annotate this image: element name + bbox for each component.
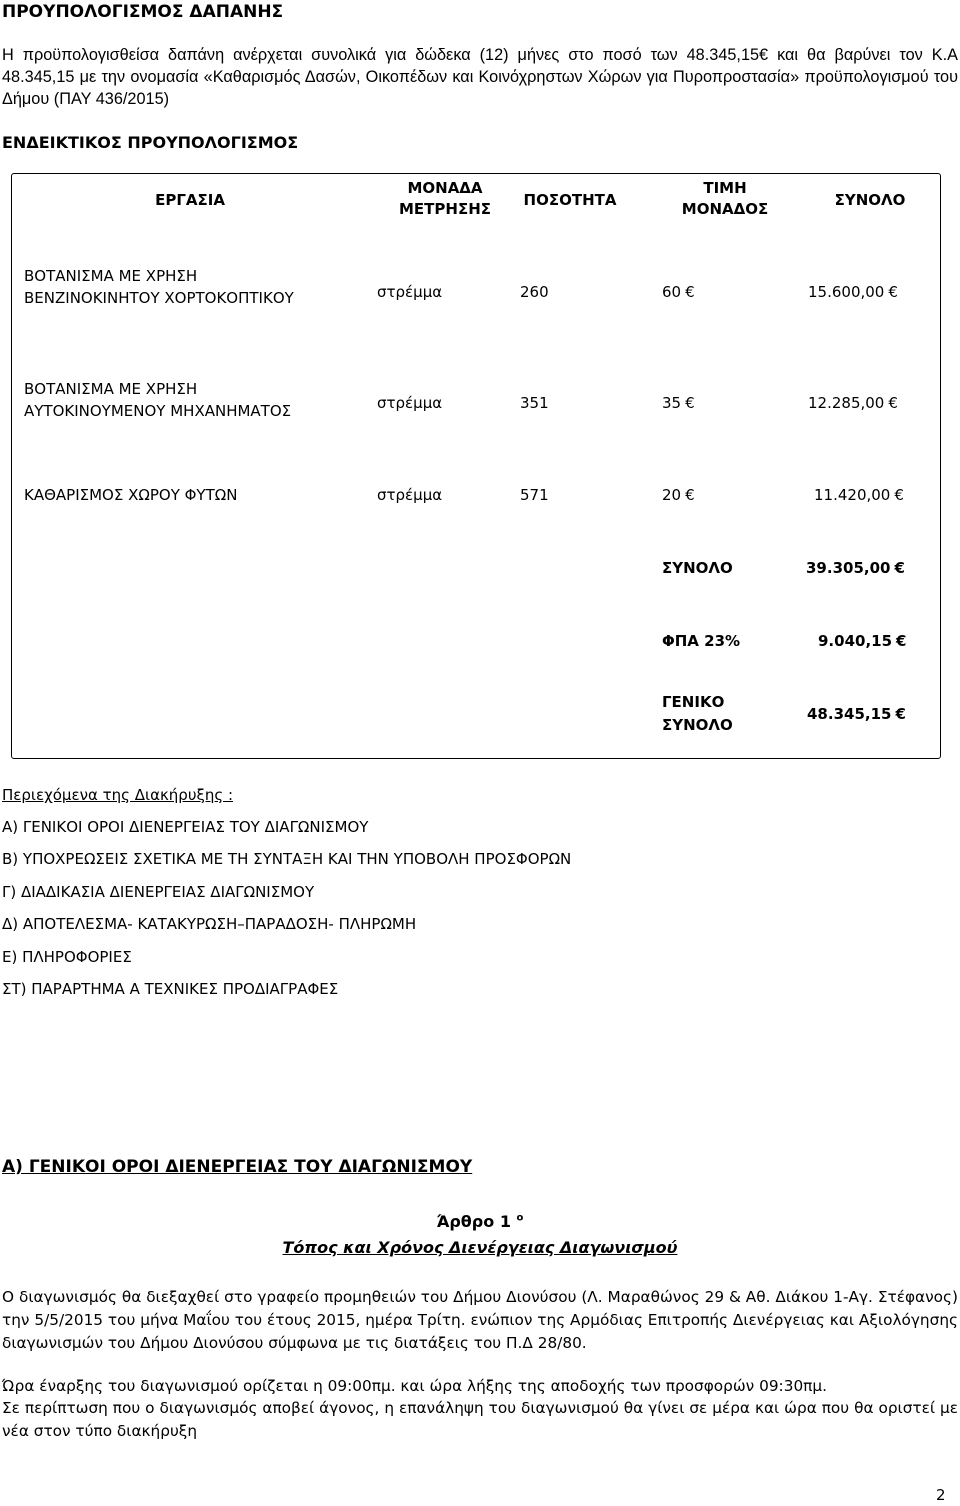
table-frame (11, 173, 941, 759)
row-2-task-line2: ΑΥΤΟΚΙΝΟΥΜΕΝΟΥ ΜΗΧΑΝΗΜΑΤΟΣ (24, 402, 292, 420)
intro-paragraph: Η προϋπολογισθείσα δαπάνη ανέρχεται συνολικά για δώδεκα (12) μήνες στο ποσό των 48.345,15€ και θα βαρύνει τον Κ.Α 48.345,15 με την ονομασία «Καθαρισμός Δασών, Οικοπέδων και Κοινόχρηστων Χώρων για Πυροπροστασία» προϋπολογισμού του Δήμου (ΠΑΥ 436/2015) (2, 46, 958, 108)
header-price-line1: ΤΙΜΗ (703, 179, 747, 197)
row-1-task-line2: ΒΕΝΖΙΝΟΚΙΝΗΤΟΥ ΧΟΡΤΟΚΟΠΤΙΚΟΥ (24, 289, 294, 307)
table-row-3-task: ΚΑΘΑΡΙΣΜΟΣ ΧΩΡΟΥ ΦΥΤΩΝ (24, 486, 238, 504)
table-row-3-unit: στρέμμα (377, 486, 443, 504)
article-paragraph-1: Ο διαγωνισμός θα διεξαχθεί στο γραφείο προμηθειών του Δήμου Διονύσου (Λ. Μαραθώνος 29 & Αθ. Διάκου 1-Αγ. Στέφανος) την 5/5/2015 του μήνα Μαΐου του έτους 2015, ημέρα Τρίτη. ενώπιον της Αρμόδιας Επιτροπής Διενέργειας και Αξιολόγησης διαγωνισμών του Δήμου Διονύσου σύμφωνα με τις διατάξεις του Π.Δ 28/80. (2, 1288, 958, 1352)
contents-item-b: Β) ΥΠΟΧΡΕΩΣΕΙΣ ΣΧΕΤΙΚΑ ΜΕ ΤΗ ΣΥΝΤΑΞΗ ΚΑΙ ΤΗΝ ΥΠΟΒΟΛΗ ΠΡΟΣΦΟΡΩΝ (2, 850, 572, 868)
euro-icon: € (894, 559, 905, 577)
euro-icon: € (685, 486, 695, 504)
row-1-task-line1: ΒΟΤΑΝΙΣΜΑ ΜΕ ΧΡΗΣΗ (24, 267, 198, 285)
section-a-title: Α) ΓΕΝΙΚΟΙ ΟΡΟΙ ΔΙΕΝΕΡΓΕΙΑΣ ΤΟΥ ΔΙΑΓΩΝΙΣΜΟΥ (2, 1157, 473, 1177)
table-row-2-task (24, 378, 291, 422)
row-3-total-value: 11.420,00 (814, 486, 891, 504)
header-task: ΕΡΓΑΣΙΑ (155, 191, 225, 209)
contents-item-a: Α) ΓΕΝΙΚΟΙ ΟΡΟΙ ΔΙΕΝΕΡΓΕΙΑΣ ΤΟΥ ΔΙΑΓΩΝΙΣΜΟΥ (2, 818, 369, 836)
contents-item-f: ΣΤ) ΠΑΡΑΡΤΗΜΑ Α ΤΕΧΝΙΚΕΣ ΠΡΟΔΙΑΓΡΑΦΕΣ (2, 980, 339, 998)
article-paragraph-2: Ώρα έναρξης του διαγωνισμού ορίζεται η 09:00πμ. και ώρα λήξης της αποδοχής των προσφορών 09:30πμ. (2, 1377, 827, 1395)
row-1-total-value: 15.600,00 (808, 283, 885, 301)
header-quantity: ΠΟΣΟΤΗΤΑ (523, 191, 617, 209)
row-2-price-value: 35 (662, 394, 682, 412)
euro-icon: € (894, 486, 904, 504)
contents-item-d: Δ) ΑΠΟΤΕΛΕΣΜΑ- ΚΑΤΑΚΥΡΩΣΗ–ΠΑΡΑΔΟΣΗ- ΠΛΗΡΩΜΗ (2, 915, 417, 933)
row-2-task-line1: ΒΟΤΑΝΙΣΜΑ ΜΕ ΧΡΗΣΗ (24, 380, 198, 398)
euro-icon: € (896, 632, 907, 650)
header-price-line2: ΜΟΝΑΔΟΣ (681, 200, 769, 218)
grand-label-line1: ΓΕΝΙΚΟ (662, 693, 725, 711)
vat-label: ΦΠΑ 23% (662, 632, 741, 650)
article-title (0, 1212, 960, 1231)
contents-item-c: Γ) ΔΙΑΔΙΚΑΣΙΑ ΔΙΕΝΕΡΓΕΙΑΣ ΔΙΑΓΩΝΙΣΜΟΥ (2, 883, 315, 901)
row-2-total-value: 12.285,00 (808, 394, 885, 412)
table-row-3-quantity: 571 (520, 486, 549, 504)
sum-label: ΣΥΝΟΛΟ (662, 559, 733, 577)
grand-label-line2: ΣΥΝΟΛΟ (662, 716, 733, 734)
table-row-2-unit-price (662, 392, 695, 414)
row-3-price-value: 20 (662, 486, 682, 504)
article-label: Άρθρο 1 (436, 1212, 511, 1231)
contents-title: Περιεχόμενα της Διακήρυξης : (2, 786, 233, 804)
euro-icon: € (685, 394, 695, 412)
table-row-3-total (814, 484, 904, 506)
table-row-1-quantity: 260 (520, 283, 549, 301)
header-total: ΣΥΝΟΛΟ (834, 191, 906, 209)
grand-total-label (662, 691, 733, 737)
header-unit-line1: ΜΟΝΑΔΑ (407, 179, 483, 197)
euro-icon: € (888, 394, 898, 412)
article-superscript: ο (516, 1212, 524, 1224)
euro-icon: € (685, 283, 695, 301)
table-row-3-unit-price (662, 484, 695, 506)
header-unit-price (655, 178, 795, 220)
table-row-2-quantity: 351 (520, 394, 549, 412)
table-row-1-unit-price (662, 281, 695, 303)
header-unit-line2: ΜΕΤΡΗΣΗΣ (399, 200, 491, 218)
euro-icon: € (888, 283, 898, 301)
page-number: 2 (936, 1486, 946, 1504)
sum-amount: 39.305,00 (806, 559, 891, 577)
table-row-2-total (808, 392, 898, 414)
sum-value (806, 557, 905, 579)
page-heading: ΠΡΟΥΠΟΛΟΓΙΣΜΟΣ ΔΑΠΑΝΗΣ (2, 2, 284, 22)
article-paragraph-3: Σε περίπτωση που ο διαγωνισμός αποβεί άγονος, η επανάληψη του διαγωνισμού θα γίνει σε μέρα και ώρα που θα οριστεί με νέα στον τύπο διακήρυξη (2, 1399, 958, 1440)
contents-item-e: Ε) ΠΛΗΡΟΦΟΡΙΕΣ (2, 948, 132, 966)
table-row-1-unit: στρέμμα (377, 283, 443, 301)
table-row-2-unit: στρέμμα (377, 394, 443, 412)
grand-total-value (807, 703, 906, 725)
table-row-1-task (24, 265, 294, 309)
vat-amount: 9.040,15 (818, 632, 893, 650)
row-1-price-value: 60 (662, 283, 682, 301)
euro-icon: € (895, 705, 906, 723)
vat-value (818, 630, 906, 652)
budget-title: ΕΝΔΕΙΚΤΙΚΟΣ ΠΡΟΥΠΟΛΟΓΙΣΜΟΣ (2, 133, 299, 152)
grand-amount: 48.345,15 (807, 705, 892, 723)
article-subtitle: Τόπος και Χρόνος Διενέργειας Διαγωνισμού (282, 1238, 678, 1257)
table-row-1-total (808, 281, 898, 303)
